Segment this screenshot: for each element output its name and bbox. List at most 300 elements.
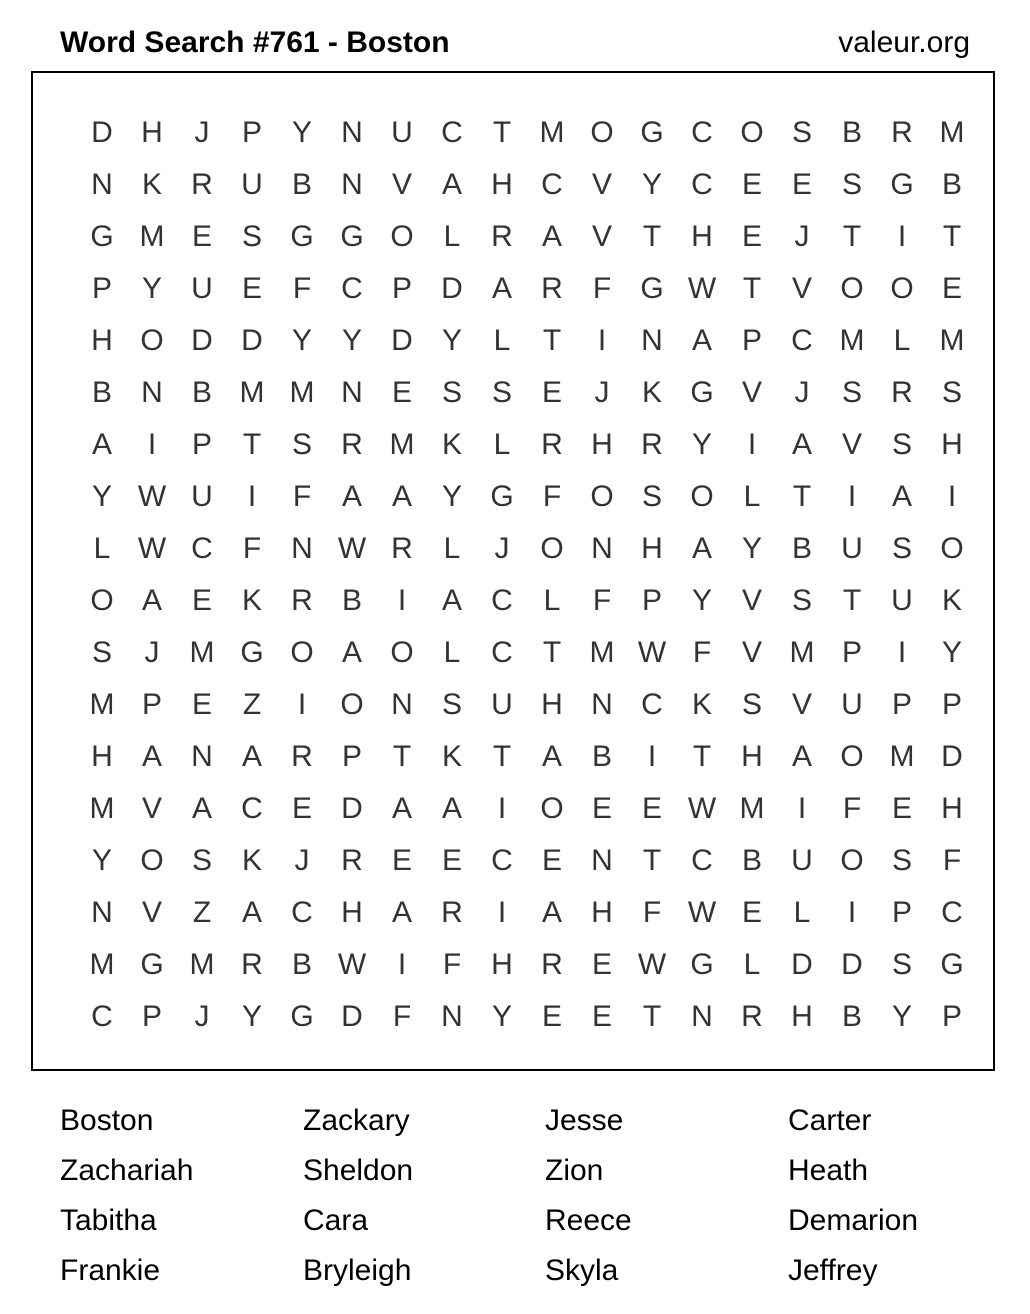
grid-cell[interactable]: Y [241, 1000, 262, 1033]
grid-cell[interactable]: O [390, 220, 414, 253]
grid-cell[interactable]: I [397, 584, 407, 617]
grid-cell[interactable]: B [741, 844, 762, 877]
grid-cell[interactable]: Y [441, 324, 462, 357]
grid-cell[interactable]: S [791, 584, 812, 617]
grid-cell[interactable]: I [797, 792, 807, 825]
grid-cell[interactable]: G [690, 376, 714, 409]
grid-cell[interactable]: A [441, 792, 462, 825]
grid-cell[interactable]: E [591, 792, 612, 825]
grid-cell[interactable]: M [139, 220, 165, 253]
grid-cell[interactable]: L [443, 220, 461, 253]
grid-cell[interactable]: O [840, 844, 864, 877]
grid-cell[interactable]: V [591, 220, 612, 253]
grid-cell[interactable]: Y [691, 584, 712, 617]
grid-cell[interactable]: E [191, 584, 212, 617]
grid-cell[interactable]: N [591, 844, 613, 877]
grid-cell[interactable]: T [742, 272, 762, 305]
grid-cell[interactable]: W [137, 480, 167, 513]
grid-cell[interactable]: E [741, 168, 762, 201]
grid-cell[interactable]: G [290, 1000, 314, 1033]
grid-cell[interactable]: B [841, 116, 862, 149]
grid-cell[interactable]: D [941, 740, 963, 773]
grid-cell[interactable]: N [341, 116, 363, 149]
grid-cell[interactable]: T [942, 220, 962, 253]
grid-cell[interactable]: D [791, 948, 813, 981]
grid-cell[interactable]: K [241, 844, 262, 877]
grid-cell[interactable]: V [591, 168, 612, 201]
grid-cell[interactable]: E [941, 272, 962, 305]
grid-cell[interactable]: R [341, 844, 363, 877]
grid-cell[interactable]: G [240, 636, 264, 669]
grid-cell[interactable]: M [389, 428, 415, 461]
grid-cell[interactable]: A [141, 740, 162, 773]
grid-cell[interactable]: W [337, 532, 367, 565]
grid-cell[interactable]: W [687, 272, 717, 305]
grid-cell[interactable]: R [541, 428, 563, 461]
grid-cell[interactable]: V [741, 584, 762, 617]
grid-cell[interactable]: C [791, 324, 813, 357]
grid-cell[interactable]: U [841, 688, 863, 721]
grid-cell[interactable]: S [891, 948, 912, 981]
grid-cell[interactable]: T [842, 584, 862, 617]
grid-cell[interactable]: C [691, 116, 713, 149]
grid-cell[interactable]: P [891, 688, 912, 721]
grid-cell[interactable]: Y [341, 324, 362, 357]
grid-cell[interactable]: A [791, 740, 812, 773]
grid-cell[interactable]: F [592, 272, 612, 305]
grid-cell[interactable]: N [441, 1000, 463, 1033]
grid-cell[interactable]: F [592, 584, 612, 617]
grid-cell[interactable]: B [941, 168, 962, 201]
grid-cell[interactable]: C [541, 168, 563, 201]
grid-cell[interactable]: T [642, 844, 662, 877]
grid-cell[interactable]: E [241, 272, 262, 305]
grid-cell[interactable]: V [841, 428, 862, 461]
grid-cell[interactable]: H [491, 168, 513, 201]
grid-cell[interactable]: G [290, 220, 314, 253]
grid-cell[interactable]: S [241, 220, 262, 253]
grid-cell[interactable]: S [91, 636, 112, 669]
grid-cell[interactable]: Y [641, 168, 662, 201]
grid-cell[interactable]: S [891, 844, 912, 877]
grid-cell[interactable]: G [90, 220, 114, 253]
grid-cell[interactable]: L [743, 480, 761, 513]
grid-cell[interactable]: J [594, 376, 610, 409]
grid-cell[interactable]: L [493, 428, 511, 461]
grid-cell[interactable]: O [90, 584, 114, 617]
grid-cell[interactable]: N [691, 1000, 713, 1033]
grid-cell[interactable]: E [391, 376, 412, 409]
grid-cell[interactable]: O [740, 116, 764, 149]
grid-cell[interactable]: R [891, 116, 913, 149]
grid-cell[interactable]: H [91, 740, 113, 773]
grid-cell[interactable]: J [794, 376, 810, 409]
grid-cell[interactable]: I [597, 324, 607, 357]
grid-cell[interactable]: Y [441, 480, 462, 513]
grid-cell[interactable]: R [541, 272, 563, 305]
grid-cell[interactable]: U [491, 688, 513, 721]
grid-cell[interactable]: P [891, 896, 912, 929]
grid-cell[interactable]: E [591, 1000, 612, 1033]
grid-cell[interactable]: S [841, 376, 862, 409]
grid-cell[interactable]: E [891, 792, 912, 825]
grid-cell[interactable]: P [141, 688, 162, 721]
grid-cell[interactable]: D [341, 792, 363, 825]
grid-cell[interactable]: A [441, 584, 462, 617]
grid-cell[interactable]: O [290, 636, 314, 669]
grid-cell[interactable]: W [687, 792, 717, 825]
grid-cell[interactable]: V [141, 792, 162, 825]
grid-cell[interactable]: S [641, 480, 662, 513]
grid-cell[interactable]: N [391, 688, 413, 721]
grid-cell[interactable]: A [391, 792, 412, 825]
grid-cell[interactable]: C [341, 272, 363, 305]
grid-cell[interactable]: E [641, 792, 662, 825]
grid-cell[interactable]: O [690, 480, 714, 513]
grid-cell[interactable]: N [591, 532, 613, 565]
grid-cell[interactable]: N [341, 376, 363, 409]
grid-cell[interactable]: M [89, 688, 115, 721]
grid-cell[interactable]: P [941, 1000, 962, 1033]
grid-cell[interactable]: R [441, 896, 463, 929]
grid-cell[interactable]: L [793, 896, 811, 929]
grid-cell[interactable]: N [91, 896, 113, 929]
grid-cell[interactable]: H [91, 324, 113, 357]
grid-cell[interactable]: R [341, 428, 363, 461]
grid-cell[interactable]: P [391, 272, 412, 305]
grid-cell[interactable]: T [492, 116, 512, 149]
grid-cell[interactable]: C [641, 688, 663, 721]
grid-cell[interactable]: W [687, 896, 717, 929]
grid-cell[interactable]: A [191, 792, 212, 825]
grid-cell[interactable]: M [289, 376, 315, 409]
grid-cell[interactable]: R [191, 168, 213, 201]
grid-cell[interactable]: P [141, 1000, 162, 1033]
grid-cell[interactable]: U [891, 584, 913, 617]
grid-cell[interactable]: I [497, 896, 507, 929]
grid-cell[interactable]: R [291, 740, 313, 773]
grid-cell[interactable]: D [341, 1000, 363, 1033]
grid-cell[interactable]: N [641, 324, 663, 357]
grid-cell[interactable]: C [91, 1000, 113, 1033]
grid-cell[interactable]: S [191, 844, 212, 877]
grid-cell[interactable]: A [241, 896, 262, 929]
grid-cell[interactable]: N [91, 168, 113, 201]
grid-cell[interactable]: S [291, 428, 312, 461]
grid-cell[interactable]: E [591, 948, 612, 981]
grid-cell[interactable]: H [591, 428, 613, 461]
grid-cell[interactable]: Z [242, 688, 262, 721]
grid-cell[interactable]: T [792, 480, 812, 513]
grid-cell[interactable]: Y [91, 844, 112, 877]
grid-cell[interactable]: G [640, 272, 664, 305]
grid-cell[interactable]: G [340, 220, 364, 253]
grid-cell[interactable]: U [791, 844, 813, 877]
grid-cell[interactable]: U [241, 168, 263, 201]
grid-cell[interactable]: B [191, 376, 212, 409]
grid-cell[interactable]: C [441, 116, 463, 149]
grid-cell[interactable]: B [841, 1000, 862, 1033]
grid-cell[interactable]: U [841, 532, 863, 565]
grid-cell[interactable]: E [191, 688, 212, 721]
grid-cell[interactable]: Y [741, 532, 762, 565]
grid-cell[interactable]: B [341, 584, 362, 617]
grid-cell[interactable]: Y [291, 116, 312, 149]
grid-cell[interactable]: S [791, 116, 812, 149]
grid-cell[interactable]: G [490, 480, 514, 513]
grid-cell[interactable]: M [789, 636, 815, 669]
grid-cell[interactable]: B [591, 740, 612, 773]
grid-cell[interactable]: A [91, 428, 112, 461]
grid-cell[interactable]: F [842, 792, 862, 825]
grid-cell[interactable]: R [291, 584, 313, 617]
grid-cell[interactable]: E [541, 844, 562, 877]
grid-cell[interactable]: S [441, 688, 462, 721]
grid-cell[interactable]: C [691, 844, 713, 877]
grid-cell[interactable]: G [640, 116, 664, 149]
grid-cell[interactable]: S [741, 688, 762, 721]
grid-cell[interactable]: H [591, 896, 613, 929]
grid-cell[interactable]: I [297, 688, 307, 721]
grid-cell[interactable]: Y [141, 272, 162, 305]
grid-cell[interactable]: I [647, 740, 657, 773]
grid-cell[interactable]: A [391, 480, 412, 513]
grid-cell[interactable]: M [939, 324, 965, 357]
grid-cell[interactable]: I [747, 428, 757, 461]
grid-cell[interactable]: A [341, 480, 362, 513]
grid-cell[interactable]: S [441, 376, 462, 409]
grid-cell[interactable]: E [391, 844, 412, 877]
grid-cell[interactable]: U [191, 480, 213, 513]
grid-cell[interactable]: J [194, 1000, 210, 1033]
grid-cell[interactable]: V [791, 272, 812, 305]
grid-cell[interactable]: F [292, 480, 312, 513]
grid-cell[interactable]: K [441, 428, 462, 461]
grid-cell[interactable]: H [941, 428, 963, 461]
grid-cell[interactable]: E [741, 220, 762, 253]
grid-cell[interactable]: T [642, 1000, 662, 1033]
grid-cell[interactable]: D [91, 116, 113, 149]
grid-cell[interactable]: T [642, 220, 662, 253]
grid-cell[interactable]: H [791, 1000, 813, 1033]
grid-cell[interactable]: H [491, 948, 513, 981]
grid-cell[interactable]: N [141, 376, 163, 409]
grid-cell[interactable]: T [392, 740, 412, 773]
grid-cell[interactable]: M [589, 636, 615, 669]
grid-cell[interactable]: I [397, 948, 407, 981]
grid-cell[interactable]: A [241, 740, 262, 773]
grid-cell[interactable]: I [947, 480, 957, 513]
grid-cell[interactable]: L [93, 532, 111, 565]
grid-cell[interactable]: W [637, 948, 667, 981]
grid-cell[interactable]: M [839, 324, 865, 357]
grid-cell[interactable]: G [890, 168, 914, 201]
grid-cell[interactable]: C [691, 168, 713, 201]
grid-cell[interactable]: Z [192, 896, 212, 929]
grid-cell[interactable]: P [841, 636, 862, 669]
grid-cell[interactable]: R [891, 376, 913, 409]
grid-cell[interactable]: N [191, 740, 213, 773]
grid-cell[interactable]: C [191, 532, 213, 565]
grid-cell[interactable]: P [341, 740, 362, 773]
grid-cell[interactable]: T [242, 428, 262, 461]
grid-cell[interactable]: H [141, 116, 163, 149]
grid-cell[interactable]: H [941, 792, 963, 825]
grid-cell[interactable]: O [940, 532, 964, 565]
grid-cell[interactable]: W [637, 636, 667, 669]
grid-cell[interactable]: M [939, 116, 965, 149]
grid-cell[interactable]: T [542, 636, 562, 669]
grid-cell[interactable]: V [741, 636, 762, 669]
grid-cell[interactable]: C [241, 792, 263, 825]
grid-cell[interactable]: A [691, 532, 712, 565]
grid-cell[interactable]: V [391, 168, 412, 201]
grid-cell[interactable]: R [391, 532, 413, 565]
grid-cell[interactable]: U [191, 272, 213, 305]
grid-cell[interactable]: J [194, 116, 210, 149]
grid-cell[interactable]: I [247, 480, 257, 513]
grid-cell[interactable]: O [390, 636, 414, 669]
grid-cell[interactable]: P [741, 324, 762, 357]
grid-cell[interactable]: T [542, 324, 562, 357]
grid-cell[interactable]: Y [291, 324, 312, 357]
grid-cell[interactable]: J [144, 636, 160, 669]
grid-cell[interactable]: L [443, 636, 461, 669]
grid-cell[interactable]: S [841, 168, 862, 201]
grid-cell[interactable]: F [642, 896, 662, 929]
grid-cell[interactable]: A [541, 740, 562, 773]
grid-cell[interactable]: I [847, 480, 857, 513]
grid-cell[interactable]: S [491, 376, 512, 409]
grid-cell[interactable]: O [140, 844, 164, 877]
grid-cell[interactable]: F [292, 272, 312, 305]
grid-cell[interactable]: V [741, 376, 762, 409]
grid-cell[interactable]: R [641, 428, 663, 461]
grid-cell[interactable]: R [541, 948, 563, 981]
grid-cell[interactable]: J [794, 220, 810, 253]
grid-cell[interactable]: H [541, 688, 563, 721]
grid-cell[interactable]: D [241, 324, 263, 357]
grid-cell[interactable]: Y [941, 636, 962, 669]
grid-cell[interactable]: W [137, 532, 167, 565]
grid-cell[interactable]: L [543, 584, 561, 617]
grid-cell[interactable]: I [897, 220, 907, 253]
grid-cell[interactable]: O [840, 272, 864, 305]
grid-cell[interactable]: D [441, 272, 463, 305]
grid-cell[interactable]: K [941, 584, 962, 617]
grid-cell[interactable]: N [591, 688, 613, 721]
grid-cell[interactable]: J [494, 532, 510, 565]
grid-cell[interactable]: W [337, 948, 367, 981]
grid-cell[interactable]: E [191, 220, 212, 253]
grid-cell[interactable]: F [692, 636, 712, 669]
grid-cell[interactable]: R [741, 1000, 763, 1033]
grid-cell[interactable]: B [791, 532, 812, 565]
grid-cell[interactable]: O [140, 324, 164, 357]
grid-cell[interactable]: E [791, 168, 812, 201]
grid-cell[interactable]: V [791, 688, 812, 721]
grid-cell[interactable]: P [91, 272, 112, 305]
grid-cell[interactable]: C [491, 584, 513, 617]
grid-cell[interactable]: A [141, 584, 162, 617]
grid-cell[interactable]: O [540, 792, 564, 825]
grid-cell[interactable]: N [291, 532, 313, 565]
grid-cell[interactable]: Y [691, 428, 712, 461]
grid-cell[interactable]: R [241, 948, 263, 981]
grid-cell[interactable]: F [542, 480, 562, 513]
grid-cell[interactable]: I [847, 896, 857, 929]
grid-cell[interactable]: P [191, 428, 212, 461]
grid-cell[interactable]: F [942, 844, 962, 877]
grid-cell[interactable]: O [590, 480, 614, 513]
grid-cell[interactable]: M [89, 948, 115, 981]
grid-cell[interactable]: G [140, 948, 164, 981]
grid-cell[interactable]: A [541, 220, 562, 253]
grid-cell[interactable]: C [491, 844, 513, 877]
grid-cell[interactable]: I [897, 636, 907, 669]
grid-cell[interactable]: A [691, 324, 712, 357]
grid-cell[interactable]: V [141, 896, 162, 929]
grid-cell[interactable]: M [539, 116, 565, 149]
grid-cell[interactable]: L [893, 324, 911, 357]
grid-cell[interactable]: B [291, 168, 312, 201]
grid-cell[interactable]: D [841, 948, 863, 981]
grid-cell[interactable]: L [493, 324, 511, 357]
grid-cell[interactable]: S [891, 428, 912, 461]
grid-cell[interactable]: O [590, 116, 614, 149]
grid-cell[interactable]: A [341, 636, 362, 669]
grid-cell[interactable]: T [692, 740, 712, 773]
grid-cell[interactable]: P [941, 688, 962, 721]
grid-cell[interactable]: Y [91, 480, 112, 513]
grid-cell[interactable]: O [340, 688, 364, 721]
grid-cell[interactable]: A [541, 896, 562, 929]
grid-cell[interactable]: S [941, 376, 962, 409]
grid-cell[interactable]: K [641, 376, 662, 409]
grid-cell[interactable]: K [691, 688, 712, 721]
grid-cell[interactable]: H [641, 532, 663, 565]
grid-cell[interactable]: M [739, 792, 765, 825]
grid-cell[interactable]: O [540, 532, 564, 565]
grid-cell[interactable]: G [690, 948, 714, 981]
grid-cell[interactable]: F [442, 948, 462, 981]
grid-cell[interactable]: P [241, 116, 262, 149]
grid-cell[interactable]: L [443, 532, 461, 565]
grid-cell[interactable]: T [492, 740, 512, 773]
grid-cell[interactable]: M [889, 740, 915, 773]
grid-cell[interactable]: O [890, 272, 914, 305]
grid-cell[interactable]: E [441, 844, 462, 877]
grid-cell[interactable]: U [391, 116, 413, 149]
grid-cell[interactable]: E [291, 792, 312, 825]
grid-cell[interactable]: A [441, 168, 462, 201]
grid-cell[interactable]: L [743, 948, 761, 981]
grid-cell[interactable]: F [242, 532, 262, 565]
grid-cell[interactable]: G [940, 948, 964, 981]
grid-cell[interactable]: E [541, 1000, 562, 1033]
grid-cell[interactable]: J [294, 844, 310, 877]
grid-cell[interactable]: K [241, 584, 262, 617]
grid-cell[interactable]: M [189, 636, 215, 669]
grid-cell[interactable]: H [341, 896, 363, 929]
grid-cell[interactable]: M [189, 948, 215, 981]
grid-cell[interactable]: C [491, 636, 513, 669]
grid-cell[interactable]: E [541, 376, 562, 409]
grid-cell[interactable]: C [941, 896, 963, 929]
grid-cell[interactable]: N [341, 168, 363, 201]
grid-cell[interactable]: P [641, 584, 662, 617]
grid-cell[interactable]: A [891, 480, 912, 513]
